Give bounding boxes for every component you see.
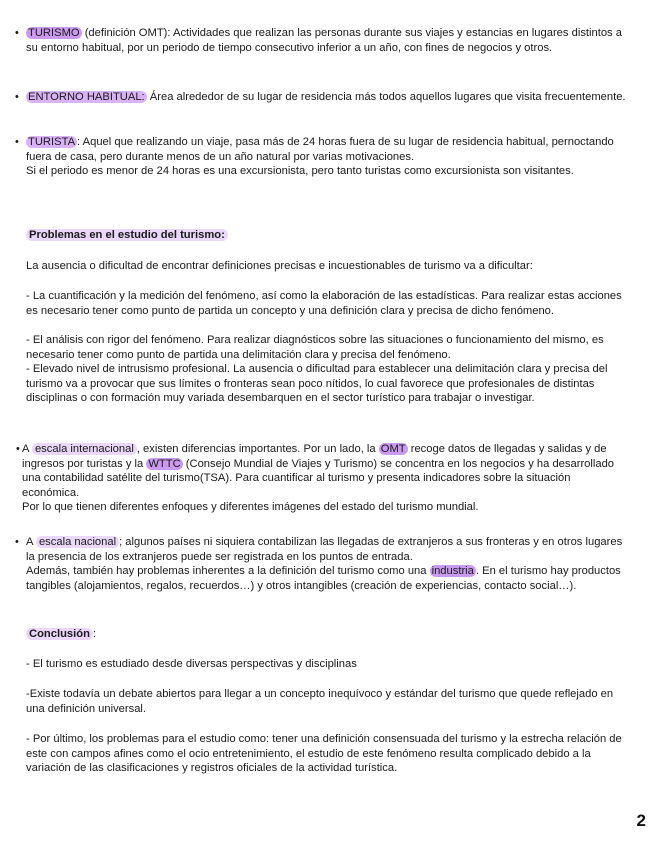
page-number: 2 xyxy=(636,811,646,830)
problems-heading: Problemas en el estudio del turismo: xyxy=(26,228,626,243)
term-entorno-habitual: ENTORNO HABITUAL: xyxy=(28,91,145,103)
conclusion-item: -Existe todavía un debate abiertos para llegar a un concepto inequívoco y estándar del turismo que quede reflejado en una definición universal. xyxy=(26,688,614,715)
bullet-icon: • xyxy=(15,536,19,548)
definition-text-extra: Si el periodo es menor de 24 horas es una excursionista, pero tanto turistas como excursionista son visitantes. xyxy=(26,165,574,178)
term-turista: TURISTA xyxy=(28,136,76,148)
problems-intro: La ausencia o dificultad de encontrar definiciones precisas e incuestionables de turismo va a dificultar: xyxy=(26,260,533,272)
definition-text: Área alrededor de su lugar de residencia más todos aquellos lugares que visita frecuentemente. xyxy=(146,91,626,103)
term-escala-internacional: escala internacional xyxy=(32,443,137,455)
bullet-icon: • xyxy=(16,443,20,455)
definition-turista xyxy=(15,135,626,179)
conclusion-item: - El turismo es estudiado desde diversas perspectivas y disciplinas xyxy=(26,658,357,670)
term-industria: industria xyxy=(431,565,474,578)
definition-text: : Aquel que realizando un viaje, pasa más de 24 horas fuera de su lugar de residencia habitual, pernoctando fuera de casa, pero durante menos de un año natural por varias motivaciones. xyxy=(26,136,614,163)
problem-item: - Elevado nivel de intrusismo profesional. La ausencia o dificultad para establecer una delimitación clara y precisa del turismo va a provocar que sus límites o fronteras sean poco nítidos, lo cual favorece que profesionales de distintas disciplinas o con formación muy variada desembarquen en el sector turístico para trabajar o investigar. xyxy=(26,363,608,405)
problem-item: - La cuantificación y la medición del fenómeno, así como la elaboración de las estadísticas. Para realizar estas acciones es necesario tener como punto de partida un concepto y una definición clara y precisa de dicho fenómeno. xyxy=(26,290,622,317)
international-scale-paragraph: • A escala internacional , existen diferencias importantes. Por un lado, la OMT recoge datos de llegadas y salidas y de ingresos por turistas y la WTTC (Consejo Mundial de Viajes y Turismo) se concentra en los negocios y ha desarrollado una contabilidad satélite del turismo(TSA). Para cuantificar al turismo y presenta indicadores sobre la situación económica. Por lo que tienen diferentes enfoques y diferentes imágenes del estado del turismo mundial. xyxy=(16,443,615,514)
definition-text: (definición OMT): Actividades que realizan las personas durante sus viajes y estancias en lugares distintos a su entorno habitual, por un periodo de tiempo consecutivo inferior a un año, con fines de negocios y otros. xyxy=(26,27,622,54)
problem-item: - El análisis con rigor del fenómeno. Para realizar diagnósticos sobre las situaciones o funcionamiento del mismo, es necesario tener como punto de partida una delimitación clara y precisa del fenómeno. xyxy=(26,334,604,361)
national-scale-paragraph: • A escala nacional ; algunos países ni siquiera contabilizan las llegadas de extranjeros a sus fronteras y en otros lugares la presencia de los extranjeros puede ser registrada en los puntos de entrada. Además, también hay problemas inherentes a la definición del turismo como una industria . En el turismo hay productos tangibles (alojamientos, regalos, recuerdos…) y otros intangibles (creación de experiencias, contacto social…). xyxy=(15,536,623,592)
bullet-icon: • xyxy=(15,91,19,103)
term-wttc: WTTC xyxy=(148,457,181,470)
term-escala-nacional: escala nacional xyxy=(36,536,119,548)
term-turismo: TURISMO xyxy=(28,27,80,39)
bullet-icon: • xyxy=(15,27,19,39)
conclusion-heading: Conclusión : xyxy=(26,627,626,642)
term-omt: OMT xyxy=(380,443,406,455)
conclusion-item: - Por último, los problemas para el estudio como: tener una definición consensuada del turismo y la estrecha relación de este con campos afines como el ocio entretenimiento, el estudio de este fenómeno resulta complicado debido a la variación de las clasificaciones y registros oficiales de la actividad turística. xyxy=(26,733,622,775)
definition-turismo xyxy=(15,26,626,55)
definition-entorno-habitual xyxy=(15,90,626,105)
bullet-icon: • xyxy=(15,136,19,148)
